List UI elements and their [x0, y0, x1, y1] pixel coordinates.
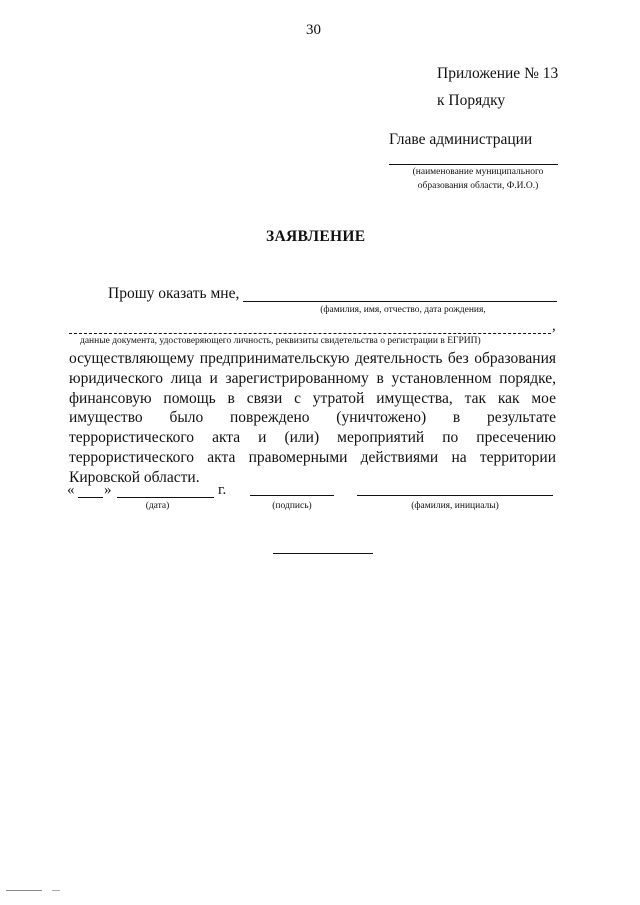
scan-mark [52, 890, 60, 891]
signature-fill-line [250, 495, 334, 496]
request-body-text: осуществляющему предпринимательскую деятельность без образования юридического лица и зарегистрированному в установленном порядке, финансовую помощь в связи с утратой имущества, так как мое имущество было повреждено (уничтожено) в результате террористического акта и (или) мероприятий по пресечению террористического акта правомерными действиями на территории Кировской области. [69, 350, 556, 486]
signature-label: (подпись) [272, 501, 312, 511]
page-number: 30 [306, 22, 321, 38]
name-field-hint: (фамилия, имя, отчество, дата рождения, [320, 305, 486, 315]
addressee-fill-line [389, 164, 558, 165]
request-lead: Прошу оказать мне, [108, 285, 240, 302]
month-fill-line [117, 497, 214, 498]
addressee-title: Главе администрации [389, 131, 533, 148]
appendix-reference: к Порядку [437, 92, 506, 109]
addressee-hint-1: (наименование муниципального [412, 167, 544, 177]
document-heading: ЗАЯВЛЕНИЕ [266, 228, 366, 245]
documents-field-hint: данные документа, удостоверяющего личность, реквизиты свидетельства о регистрации в ЕГРИП) [80, 336, 481, 346]
documents-comma: , [552, 318, 556, 334]
year-suffix: г. [218, 482, 227, 498]
appendix-number: Приложение № 13 [437, 65, 559, 82]
date-quote-close: » [104, 482, 112, 498]
date-label: (дата) [145, 501, 170, 511]
full-name-fill-line [357, 495, 553, 496]
addressee-hint-2: образования области, Ф.И.О.) [417, 181, 539, 191]
day-fill-line [78, 497, 103, 498]
scan-mark [6, 890, 42, 891]
documents-fill-line [69, 333, 551, 334]
full-name-label: (фамилия, инициалы) [411, 501, 499, 511]
closing-separator [273, 553, 373, 554]
name-fill-line [243, 301, 557, 302]
date-quote-open: « [67, 482, 75, 498]
